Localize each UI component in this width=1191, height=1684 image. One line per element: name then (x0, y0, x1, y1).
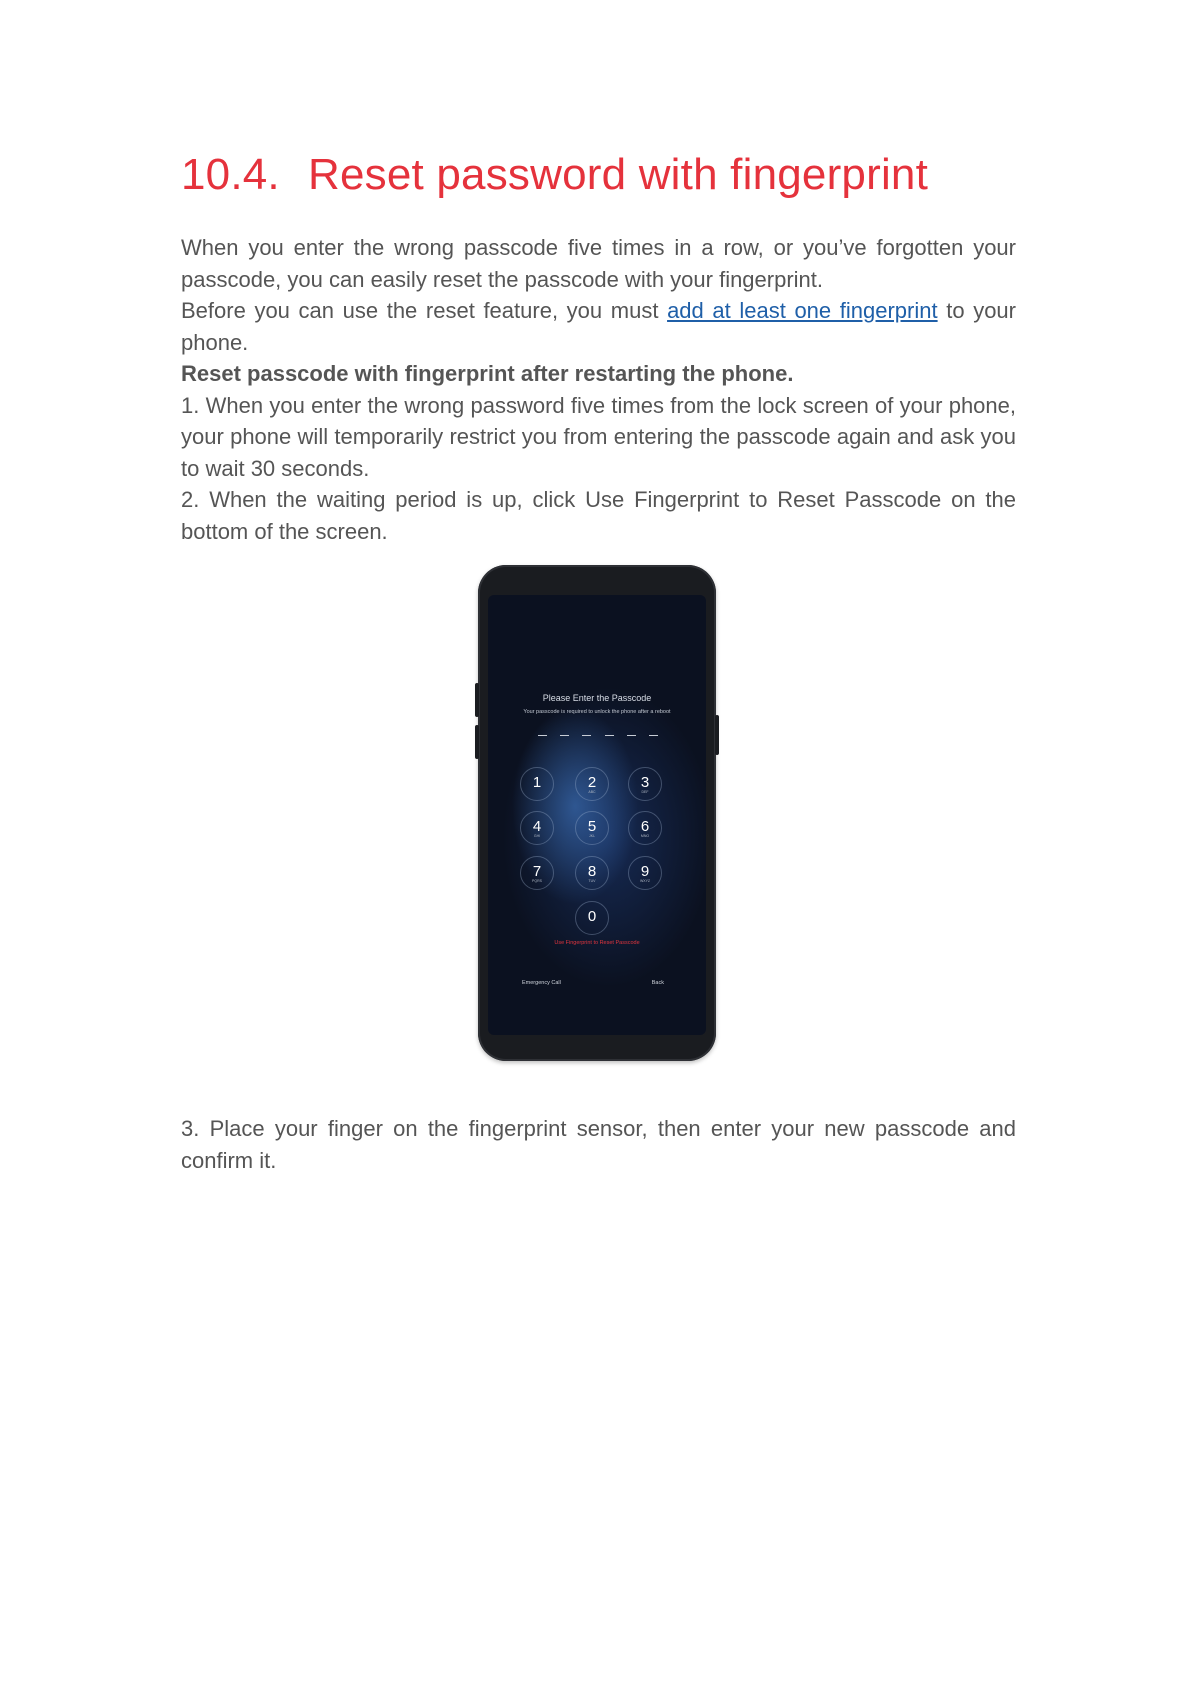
keypad-key-7[interactable]: 7 PQRS (520, 856, 554, 890)
subheading: Reset passcode with fingerprint after restarting the phone. (181, 361, 794, 386)
keypad-key-9[interactable]: 9 WXYZ (628, 856, 662, 890)
add-fingerprint-link[interactable]: add at least one fingerprint (667, 298, 938, 323)
section-heading (181, 150, 928, 200)
keypad-key-4[interactable]: 4 GHI (520, 811, 554, 845)
keypad-key-0[interactable]: 0 (575, 901, 609, 935)
passcode-slot (560, 735, 569, 736)
phone-illustration (478, 565, 716, 1061)
passcode-slot (582, 735, 591, 736)
intro-paragraph: When you enter the wrong passcode five times in a row, or you’ve forgotten your passcode, you can easily reset the passcode with your fingerprint. (181, 235, 1016, 292)
keypad-key-1[interactable]: 1 (520, 767, 554, 801)
keypad-key-8[interactable]: 8 TUV (575, 856, 609, 890)
prerequisite-paragraph (181, 295, 1016, 358)
emergency-call-button[interactable]: Emergency Call (522, 980, 561, 986)
body-text (181, 232, 1016, 547)
volume-up-button (475, 683, 479, 717)
keypad-key-2[interactable]: 2 ABC (575, 767, 609, 801)
step-3: 3. Place your finger on the fingerprint sensor, then enter your new passcode and confirm it. (181, 1116, 1016, 1173)
passcode-prompt-subtitle: Your passcode is required to unlock the phone after a reboot (523, 709, 671, 715)
prerequisite-suffix: to your phone. (181, 298, 1016, 355)
phone-screen (488, 595, 706, 1035)
passcode-slot (538, 735, 547, 736)
passcode-slot (605, 735, 614, 736)
passcode-prompt-title: Please Enter the Passcode (542, 693, 652, 703)
step-1: 1. When you enter the wrong password five times from the lock screen of your phone, your phone will temporarily restrict you from entering the passcode again and ask you to wait 30 seconds. (181, 392, 1016, 481)
passcode-slot (649, 735, 658, 736)
keypad-key-3[interactable]: 3 DEF (628, 767, 662, 801)
passcode-dashes (538, 735, 658, 736)
prerequisite-prefix: Before you can use the reset feature, you must (181, 298, 668, 323)
power-button (715, 715, 719, 755)
passcode-slot (627, 735, 636, 736)
step-2: 2. When the waiting period is up, click Use Fingerprint to Reset Passcode on the bottom of the screen. (181, 487, 1016, 544)
keypad-key-6[interactable]: 6 MNO (628, 811, 662, 845)
back-button[interactable]: Back (651, 980, 664, 986)
section-number: 10.4. (181, 150, 280, 199)
use-fingerprint-reset-link[interactable]: Use Fingerprint to Reset Passcode (554, 940, 640, 946)
keypad-key-5[interactable]: 5 JKL (575, 811, 609, 845)
volume-down-button (475, 725, 479, 759)
section-title: Reset password with fingerprint (308, 150, 929, 199)
